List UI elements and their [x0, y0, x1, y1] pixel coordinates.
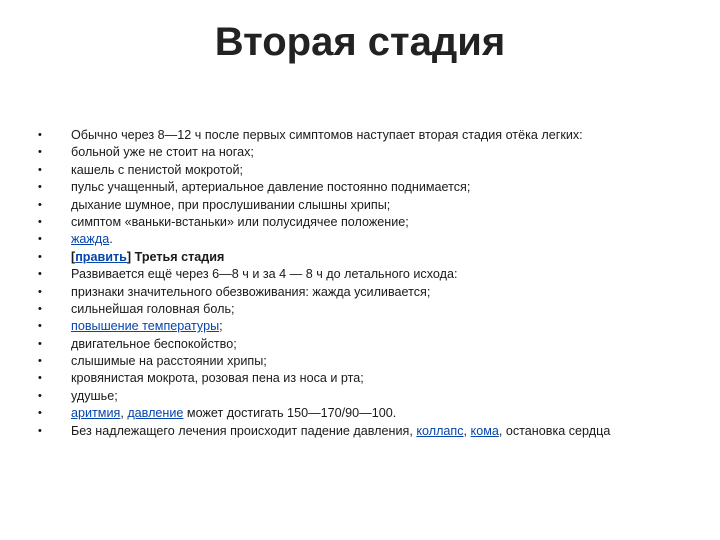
bullet-icon: •: [38, 407, 42, 420]
list-item-text: Обычно через 8—12 ч после первых симптомов наступает вторая стадия отёка легких:: [71, 128, 583, 142]
list-item-text: симптом «ваньки-встаньки» или полусидячее положение;: [71, 214, 409, 229]
list-item: [38, 284, 708, 301]
list-item-text: .: [109, 232, 113, 247]
link-temperature[interactable]: повышение температуры: [71, 319, 220, 334]
bullet-icon: •: [38, 302, 42, 315]
link-collapse[interactable]: коллапс: [416, 423, 464, 438]
bullet-icon: •: [38, 215, 42, 228]
list-item-text: кашель с пенистой мокротой;: [71, 162, 244, 177]
list-item: [38, 423, 708, 440]
bullet-icon: •: [38, 424, 42, 437]
list-item: [38, 353, 708, 370]
list-item: [38, 336, 708, 353]
list-item-text: больной уже не стоит на ногах;: [71, 145, 254, 160]
list-item: [38, 318, 708, 335]
list-item-text: кровянистая мокрота, розовая пена из носа и рта;: [71, 371, 364, 386]
list-item: [38, 266, 708, 283]
list-item: [38, 370, 708, 387]
list-item-text: Без надлежащего лечения происходит падение давления,: [71, 423, 417, 438]
edit-link[interactable]: править: [75, 249, 127, 264]
bullet-list: [38, 127, 708, 440]
link-arrhythmia[interactable]: аритмия: [71, 406, 121, 421]
list-item: [38, 249, 708, 266]
list-item-text: Развивается ещё через 6—8 ч и за 4 — 8 ч до летального исхода:: [71, 267, 458, 282]
list-item-text: двигательное беспокойство;: [71, 336, 237, 351]
edit-bracket-close: ]: [126, 249, 132, 264]
list-item-text: может достигать 150—170/90—100.: [183, 406, 397, 421]
list-item-text: ;: [219, 319, 223, 334]
list-item-text: пульс учащенный, артериальное давление постоянно поднимается;: [71, 180, 471, 195]
list-item: [38, 301, 708, 318]
list-item-text: ,: [120, 406, 128, 421]
edit-bracket-open: [: [71, 249, 76, 264]
bullet-icon: •: [38, 250, 42, 263]
bullet-icon: •: [38, 198, 42, 211]
bullet-icon: •: [38, 181, 42, 194]
list-item: [38, 144, 708, 161]
bullet-icon: •: [38, 268, 42, 281]
list-item: [38, 388, 708, 405]
bullet-icon: •: [38, 320, 42, 333]
bullet-icon: •: [38, 337, 42, 350]
list-item-text: , остановка сердца: [498, 423, 611, 438]
bullet-icon: •: [38, 389, 42, 402]
link-coma[interactable]: кома: [470, 423, 499, 438]
slide-title: Вторая стадия: [214, 20, 506, 64]
list-item: [38, 231, 708, 248]
link-zhazhda[interactable]: жажда: [71, 232, 110, 247]
list-item: [38, 162, 708, 179]
bullet-icon: •: [38, 163, 42, 176]
bullet-icon: •: [38, 129, 42, 141]
link-pressure[interactable]: давление: [127, 406, 184, 421]
bullet-icon: •: [38, 285, 42, 298]
list-item-text: ,: [463, 423, 471, 438]
list-item-text: сильнейшая головная боль;: [71, 301, 235, 316]
list-item-text: слышимые на расстоянии хрипы;: [71, 354, 267, 369]
list-item-text: удушье;: [71, 388, 118, 403]
list-item: [38, 127, 708, 144]
list-item: [38, 405, 708, 422]
bullet-icon: •: [38, 355, 42, 368]
bullet-icon: •: [38, 233, 42, 246]
list-item: [38, 197, 708, 214]
section-heading: Третья стадия: [131, 249, 225, 264]
list-item-text: признаки значительного обезвоживания: жажда усиливается;: [71, 284, 431, 299]
list-item: [38, 214, 708, 231]
list-item: [38, 179, 708, 196]
list-item-text: дыхание шумное, при прослушивании слышны хрипы;: [71, 197, 391, 212]
bullet-icon: •: [38, 372, 42, 385]
bullet-icon: •: [38, 146, 42, 159]
